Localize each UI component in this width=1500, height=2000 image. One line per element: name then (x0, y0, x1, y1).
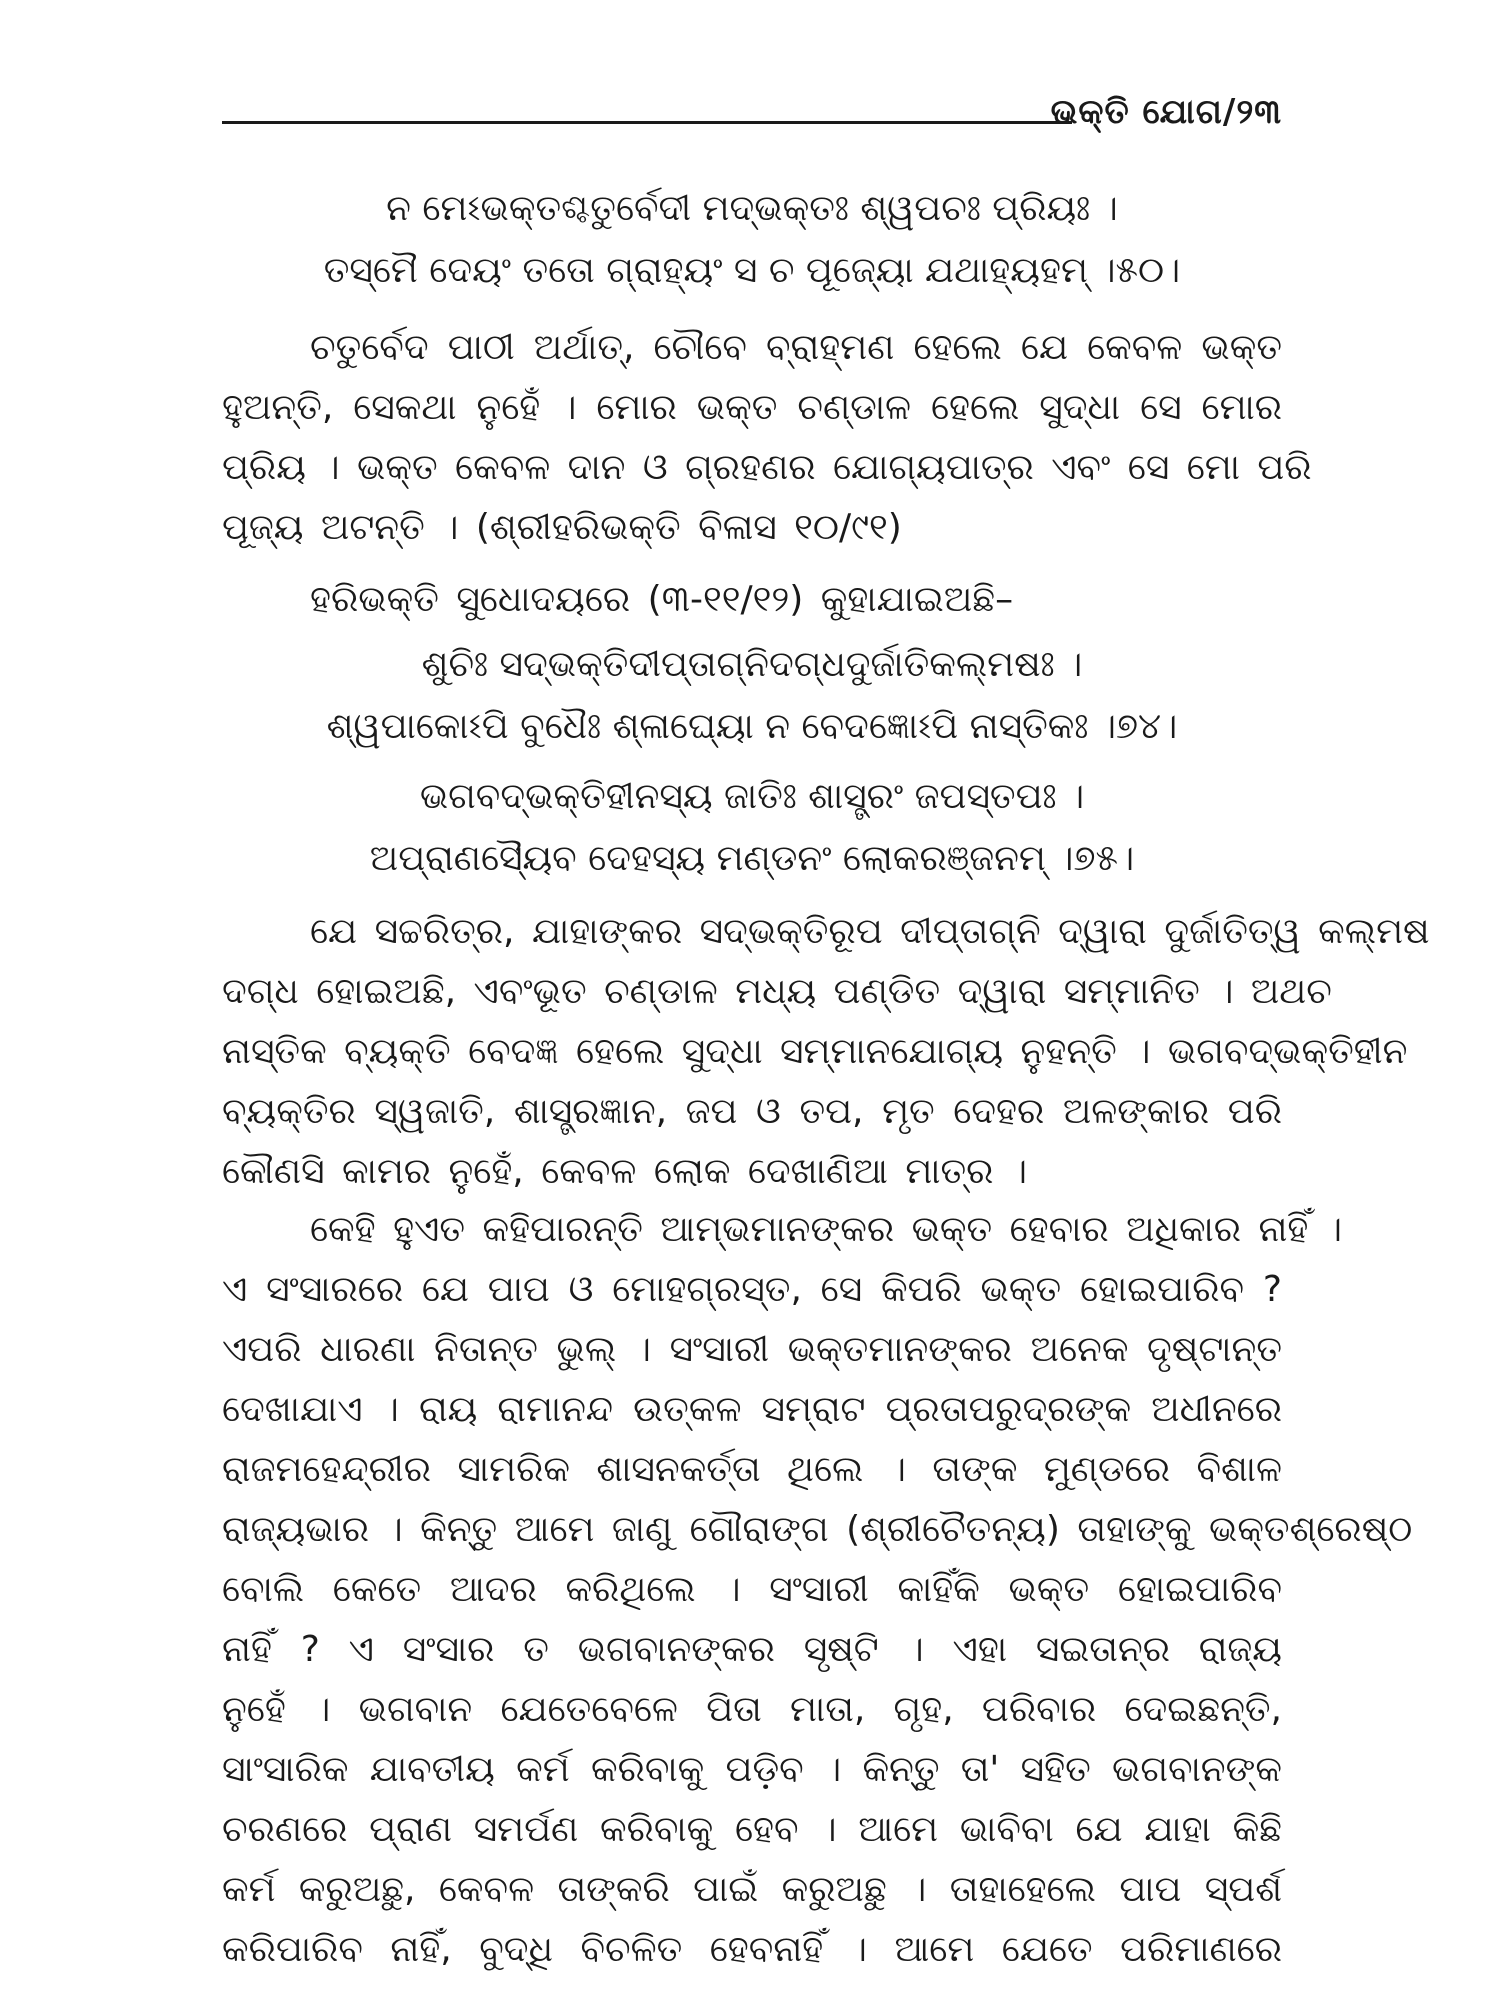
paragraph-line: କରିପାରିବ ନାହିଁ, ବୁଦ୍ଧି ବିଚଳିତ ହେବନାହିଁ । ଆମେ ଯେତେ ପରିମାଣରେ (222, 1929, 1282, 1970)
header-rule (222, 121, 1072, 124)
paragraph-line: ବ୍ୟକ୍ତିର ସ୍ୱଜାତି, ଶାସ୍ତ୍ରଜ୍ଞାନ, ଜପ ଓ ତପ, ମୃତ ଦେହର ଅଳଙ୍କାର ପରି (222, 1091, 1282, 1132)
paragraph-line: ନାହିଁ ? ଏ ସଂସାର ତ ଭଗବାନଙ୍କର ସୃଷ୍ଟି । ଏହା ସଇତାନ୍‌ର ରାଜ୍ୟ (222, 1629, 1282, 1670)
paragraph-line: ଚରଣରେ ପ୍ରାଣ ସମର୍ପଣ କରିବାକୁ ହେବ । ଆମେ ଭାବିବା ଯେ ଯାହା କିଛି (222, 1809, 1282, 1850)
paragraph-line: ବୋଲି କେତେ ଆଦର କରିଥିଲେ । ସଂସାରୀ କାହିଁକି ଭକ୍ତ ହୋଇପାରିବ (222, 1569, 1282, 1610)
verse-line: ଅପ୍ରାଣସ୍ୟୈବ ଦେହସ୍ୟ ମଣ୍ଡନଂ ଲୋକରଞ୍ଜନମ୍ ।୭୫। (369, 838, 1135, 879)
sanskrit-verse-75 (222, 766, 1282, 890)
verse-line: ଭଗବଦ୍ଭକ୍ତିହୀନସ୍ୟ ଜାତିଃ ଶାସ୍ତ୍ରଂ ଜପସ୍ତପଃ । (419, 776, 1085, 817)
paragraph-line: ନୁହେଁ । ଭଗବାନ ଯେତେବେଳେ ପିତା ମାତା, ଗୃହ, ପରିବାର ଦେଇଛନ୍ତି, (222, 1689, 1282, 1730)
paragraph-line: କେହି ହୁଏତ କହିପାରନ୍ତି ଆମ୍ଭମାନଙ୍କର ଭକ୍ତ ହେବାର ଅଧିକାର ନାହିଁ । (310, 1209, 1343, 1250)
sanskrit-verse-74 (222, 634, 1282, 758)
paragraph-line: ରାଜମହେନ୍ଦ୍ରୀର ସାମରିକ ଶାସନକର୍ତ୍ତା ଥିଲେ । ତାଙ୍କ ମୁଣ୍ଡରେ ବିଶାଳ (222, 1449, 1282, 1490)
paragraph-line: ହୁଅନ୍ତି, ସେକଥା ନୁହେଁ । ମୋର ଭକ୍ତ ଚଣ୍ଡାଳ ହେଲେ ସୁଦ୍ଧା ସେ ମୋର (222, 387, 1282, 428)
paragraph-line: ପୂଜ୍ୟ ଅଟନ୍ତି । (ଶ୍ରୀହରିଭକ୍ତି ବିଳାସ ୧୦/୯୧) (222, 507, 902, 548)
paragraph-line: ରାଜ୍ୟଭାର । କିନ୍ତୁ ଆମେ ଜାଣୁ ଗୌରାଙ୍ଗ (ଶ୍ରୀଚୈତନ୍ୟ) ତାହାଙ୍କୁ ଭକ୍ତଶ୍ରେଷ୍ଠ (222, 1509, 1413, 1550)
paragraph-line: ଦଗ୍ଧ ହୋଇଅଛି, ଏବଂଭୂତ ଚଣ୍ଡାଳ ମଧ୍ୟ ପଣ୍ଡିତ ଦ୍ୱାରା ସମ୍ମାନିତ । ଅଥଚ (222, 971, 1332, 1012)
paragraph-line: ଯେ ସଚ୍ଚରିତ୍ର, ଯାହାଙ୍କର ସଦ୍ଭକ୍ତିରୂପ ଦୀପ୍ତାଗ୍ନି ଦ୍ୱାରା ଦୁର୍ଜାତିତ୍ୱ କଲ୍ମଷ (310, 911, 1430, 952)
verse-line: ତସ୍ମୈ ଦେୟଂ ତତୋ ଗ୍ରାହ୍ୟଂ ସ ଚ ପୂଜ୍ୟୋ ଯଥାହ୍ୟହମ୍ ।୫୦। (323, 250, 1181, 291)
paragraph-2 (222, 902, 1430, 1202)
paragraph-line: କୌଣସି କାମର ନୁହେଁ, କେବଳ ଲୋକ ଦେଖାଣିଆ ମାତ୍ର । (222, 1151, 1028, 1192)
paragraph-1 (222, 318, 1312, 558)
paragraph-line: ଏପରି ଧାରଣା ନିତାନ୍ତ ଭୁଲ୍ । ସଂସାରୀ ଭକ୍ତମାନଙ୍କର ଅନେକ ଦୃଷ୍ଟାନ୍ତ (222, 1329, 1282, 1370)
verse-line: ଶ୍ୱପାକୋଽପି ବୁଧୈଃ ଶ୍ଳାଘ୍ୟୋ ନ ବେଦଜ୍ଞୋଽପି ନାସ୍ତିକଃ ।୭୪। (326, 706, 1178, 747)
paragraph-line: ଦେଖାଯାଏ । ରାୟ ରାମାନନ୍ଦ ଉତ୍କଳ ସମ୍ରାଟ ପ୍ରତାପରୁଦ୍ରଙ୍କ ଅଧୀନରେ (222, 1389, 1282, 1430)
paragraph-line: ଚତୁର୍ବେଦ ପାଠୀ ଅର୍ଥାତ୍, ଚୌବେ ବ୍ରାହ୍ମଣ ହେଲେ ଯେ କେବଳ ଭକ୍ତ (310, 327, 1282, 368)
running-header (222, 92, 1282, 132)
intro-line-block (222, 570, 1282, 630)
paragraph-line: ପ୍ରିୟ । ଭକ୍ତ କେବଳ ଦାନ ଓ ଗ୍ରହଣର ଯୋଗ୍ୟପାତ୍ର ଏବଂ ସେ ମୋ ପରି (222, 447, 1312, 488)
paragraph-line: ନାସ୍ତିକ ବ୍ୟକ୍ତି ବେଦଜ୍ଞ ହେଲେ ସୁଦ୍ଧା ସମ୍ମାନଯୋଗ୍ୟ ନୁହନ୍ତି । ଭଗବଦ୍ଭକ୍ତିହୀନ (222, 1031, 1408, 1072)
verse-line: ଶୁଚିଃ ସଦ୍ଭକ୍ତିଦୀପ୍ତାଗ୍ନିଦଗ୍ଧଦୁର୍ଜାତିକଲ୍ମଷଃ । (421, 644, 1083, 685)
paragraph-line: କର୍ମ କରୁଅଛୁ, କେବଳ ତାଙ୍କରି ପାଇଁ କରୁଅଛୁ । ତାହାହେଲେ ପାପ ସ୍ପର୍ଶ (222, 1869, 1282, 1910)
paragraph-3 (222, 1200, 1413, 1980)
running-title: ଭକ୍ତି ଯୋଗ/୨୩ (1050, 92, 1282, 132)
paragraph-line: ଏ ସଂସାରରେ ଯେ ପାପ ଓ ମୋହଗ୍ରସ୍ତ, ସେ କିପରି ଭକ୍ତ ହୋଇପାରିବ ? (222, 1269, 1282, 1310)
sanskrit-verse-50 (222, 178, 1282, 302)
intro-line: ହରିଭକ୍ତି ସୁଧୋଦୟରେ (୩-୧୧/୧୨) କୁହାଯାଇଅଛି– (310, 579, 1014, 620)
verse-line: ନ ମେଽଭକ୍ତଶ୍ଚତୁର୍ବେଦୀ ମଦ୍ଭକ୍ତଃ ଶ୍ୱପଚଃ ପ୍ରିୟଃ । (386, 188, 1118, 229)
paragraph-line: ସାଂସାରିକ ଯାବତୀୟ କର୍ମ କରିବାକୁ ପଡ଼ିବ । କିନ୍ତୁ ତା' ସହିତ ଭଗବାନଙ୍କ (222, 1749, 1282, 1790)
